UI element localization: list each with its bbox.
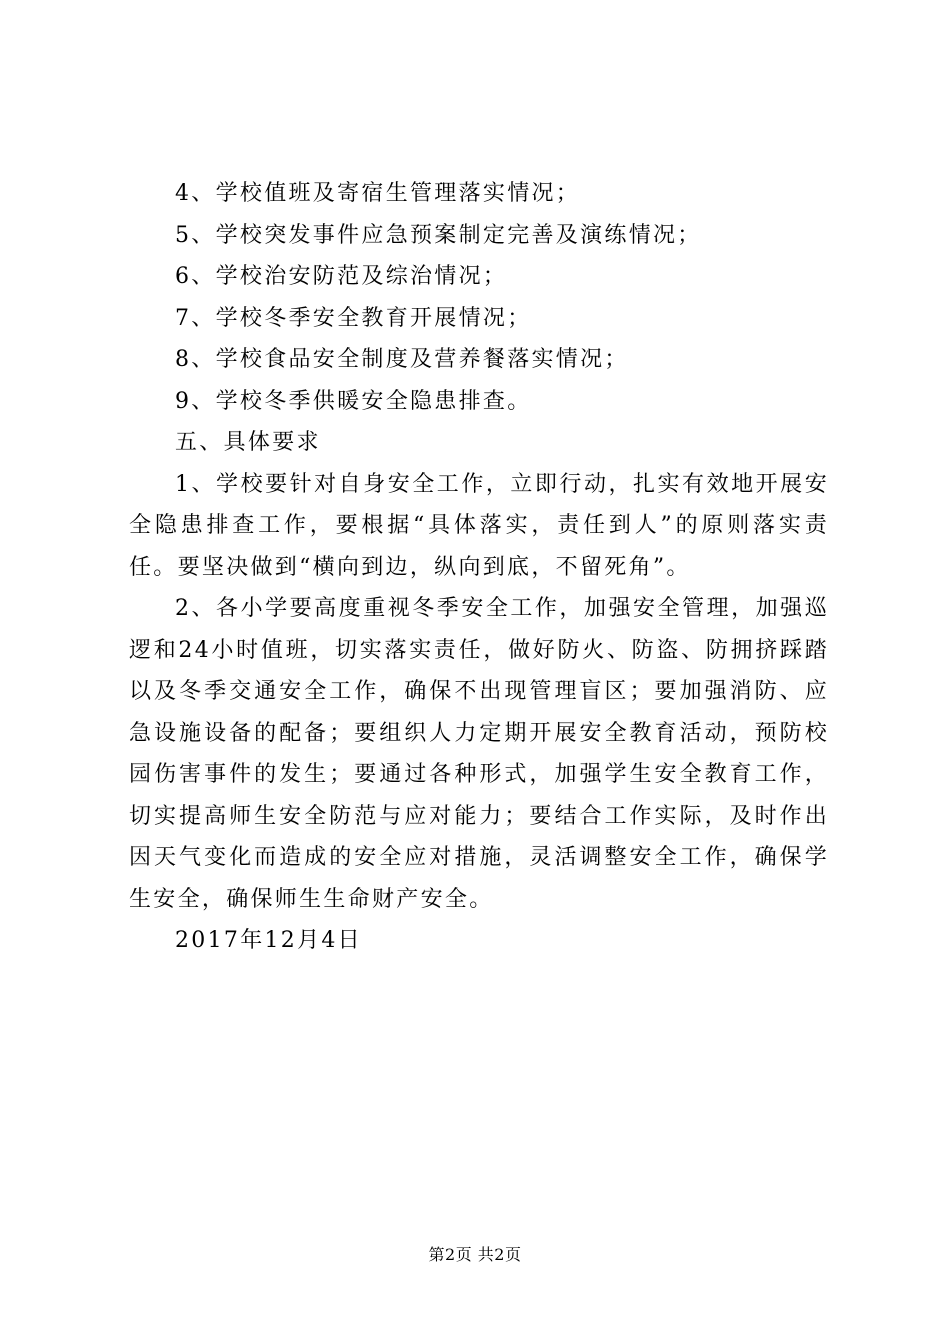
list-item: 7、学校冬季安全教育开展情况； (175, 305, 532, 331)
list-item: 8、学校食品安全制度及营养餐落实情况； (175, 347, 629, 372)
list-item: 5、学校突发事件应急预案制定完善及演练情况； (175, 222, 702, 248)
section-heading: 五、具体要求 (175, 430, 321, 455)
paragraph: 1、学校要针对自身安全工作，立即行动，扎实有效地开展安全隐患排查工作，要根据“具体落实，责任到人”的原则落实责任。要坚决做到“横向到边，纵向到底，不留死角”。 (129, 471, 829, 580)
list-item: 9、学校冬季供暖安全隐患排查。 (175, 388, 532, 414)
document-date: 2017年12月4日 (175, 928, 362, 953)
page-number-footer: 第2页 共2页 (428, 1245, 522, 1264)
document-body (129, 173, 829, 962)
list-item: 6、学校治安防范及综治情况； (175, 264, 508, 289)
paragraph: 2、各小学要高度重视冬季安全工作，加强安全管理，加强巡逻和24小时值班，切实落实责任，做好防火、防盗、防拥挤踩踏以及冬季交通安全工作，确保不出现管理盲区；要加强消防、应急设施设备的配备；要组织人力定期开展安全教育活动，预防校园伤害事件的发生；要通过各种形式，加强学生安全教育工作，切实提高师生安全防范与应对能力；要结合工作实际，及时作出因天气变化而造成的安全应对措施，灵活调整安全工作，确保学生安全，确保师生生命财产安全。 (129, 596, 829, 912)
list-item: 4、学校值班及寄宿生管理落实情况； (175, 181, 581, 206)
